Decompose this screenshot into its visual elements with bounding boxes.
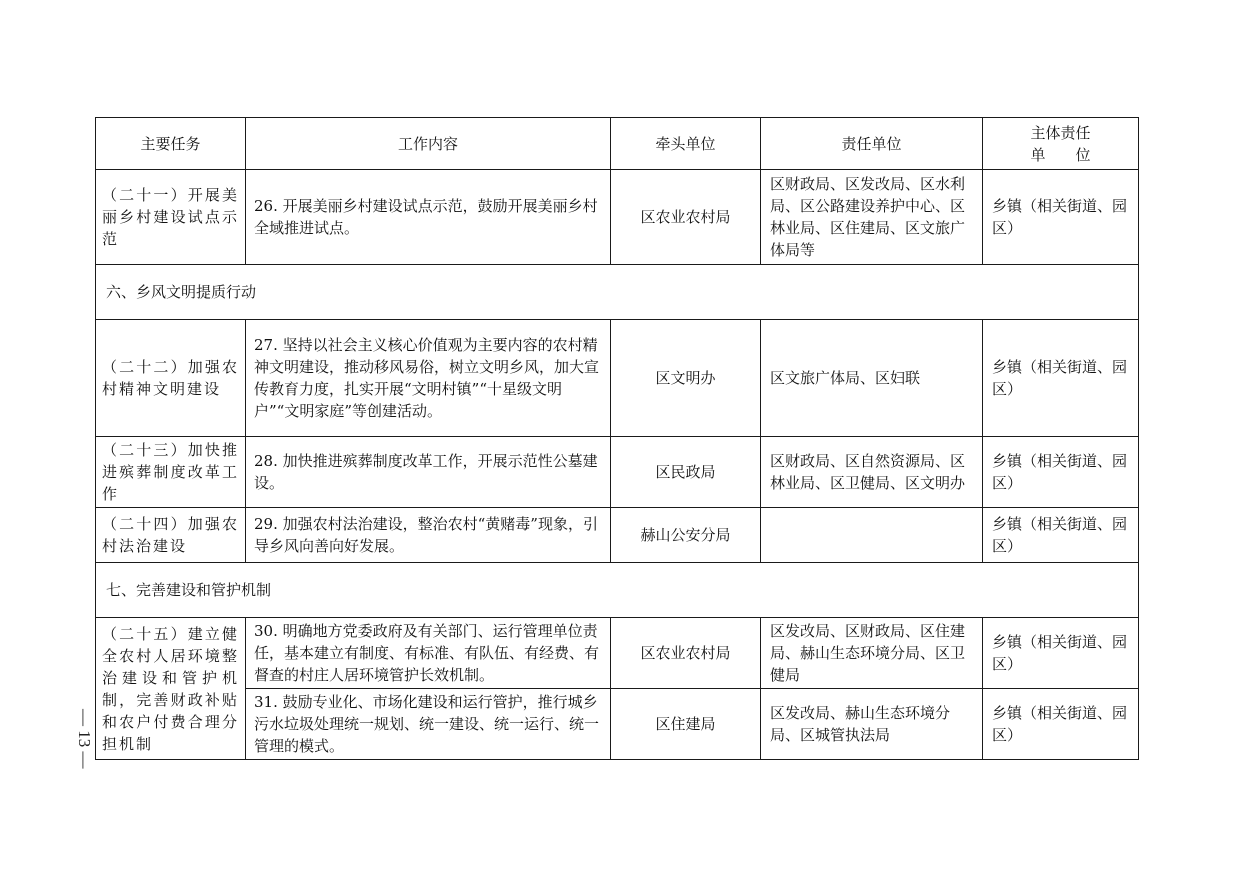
header-main-line1: 主体责任	[1030, 123, 1091, 142]
header-main	[983, 118, 1139, 170]
section-heading-row	[96, 563, 1139, 618]
table-row	[96, 170, 1139, 265]
task-cell: （二十一）开展美丽乡村建设试点示范	[96, 170, 246, 265]
header-task: 主要任务	[96, 118, 246, 170]
responsible-unit-cell: 区财政局、区自然资源局、区林业局、区卫健局、区文明办	[761, 437, 983, 508]
section-heading: 六、乡风文明提质行动	[96, 265, 1139, 320]
responsible-unit-cell: 区发改局、区财政局、区住建局、赫山生态环境分局、区卫健局	[761, 618, 983, 689]
header-row	[96, 118, 1139, 170]
content-cell: 30. 明确地方党委政府及有关部门、运行管理单位责任，基本建立有制度、有标准、有队伍、有经费、有督查的村庄人居环境管护长效机制。	[246, 618, 611, 689]
lead-unit-cell: 区农业农村局	[611, 170, 761, 265]
responsible-unit-cell: 区文旅广体局、区妇联	[761, 320, 983, 437]
table-row	[96, 618, 1139, 689]
lead-unit-cell: 区民政局	[611, 437, 761, 508]
main-unit-cell: 乡镇（相关街道、园区）	[983, 170, 1139, 265]
header-main-line2: 单 位	[1030, 145, 1091, 164]
content-cell: 31. 鼓励专业化、市场化建设和运行管护，推行城乡污水垃圾处理统一规划、统一建设、统一运行、统一管理的模式。	[246, 689, 611, 760]
header-content: 工作内容	[246, 118, 611, 170]
section-heading-row	[96, 265, 1139, 320]
header-responsible: 责任单位	[761, 118, 983, 170]
responsible-unit-cell: 区发改局、赫山生态环境分局、区城管执法局	[761, 689, 983, 760]
lead-unit-cell: 区文明办	[611, 320, 761, 437]
section-heading: 七、完善建设和管护机制	[96, 563, 1139, 618]
header-lead: 牵头单位	[611, 118, 761, 170]
lead-unit-cell: 区住建局	[611, 689, 761, 760]
main-unit-cell: 乡镇（相关街道、园区）	[983, 689, 1139, 760]
task-cell: （二十五）建立健全农村人居环境整治建设和管护机制，完善财政补贴和农户付费合理分担机制	[96, 618, 246, 760]
responsible-unit-cell: 区财政局、区发改局、区水利局、区公路建设养护中心、区林业局、区住建局、区文旅广体局等	[761, 170, 983, 265]
responsible-unit-cell	[761, 508, 983, 563]
main-unit-cell: 乡镇（相关街道、园区）	[983, 508, 1139, 563]
main-unit-cell: 乡镇（相关街道、园区）	[983, 320, 1139, 437]
content-cell: 26. 开展美丽乡村建设试点示范，鼓励开展美丽乡村全域推进试点。	[246, 170, 611, 265]
content-cell: 28. 加快推进殡葬制度改革工作，开展示范性公墓建设。	[246, 437, 611, 508]
task-cell: （二十四）加强农村法治建设	[96, 508, 246, 563]
content-cell: 29. 加强农村法治建设，整治农村“黄赌毒”现象，引导乡风向善向好发展。	[246, 508, 611, 563]
lead-unit-cell: 赫山公安分局	[611, 508, 761, 563]
page-number: — 13 —	[75, 709, 94, 769]
table-row	[96, 320, 1139, 437]
table-row	[96, 689, 1139, 760]
table-row	[96, 508, 1139, 563]
lead-unit-cell: 区农业农村局	[611, 618, 761, 689]
task-table	[95, 117, 1139, 760]
main-unit-cell: 乡镇（相关街道、园区）	[983, 618, 1139, 689]
task-cell: （二十三）加快推进殡葬制度改革工作	[96, 437, 246, 508]
task-cell: （二十二）加强农村精神文明建设	[96, 320, 246, 437]
table-row	[96, 437, 1139, 508]
content-cell: 27. 坚持以社会主义核心价值观为主要内容的农村精神文明建设，推动移风易俗，树立文明乡风，加大宣传教育力度，扎实开展“文明村镇”“十星级文明户”“文明家庭”等创建活动。	[246, 320, 611, 437]
main-unit-cell: 乡镇（相关街道、园区）	[983, 437, 1139, 508]
